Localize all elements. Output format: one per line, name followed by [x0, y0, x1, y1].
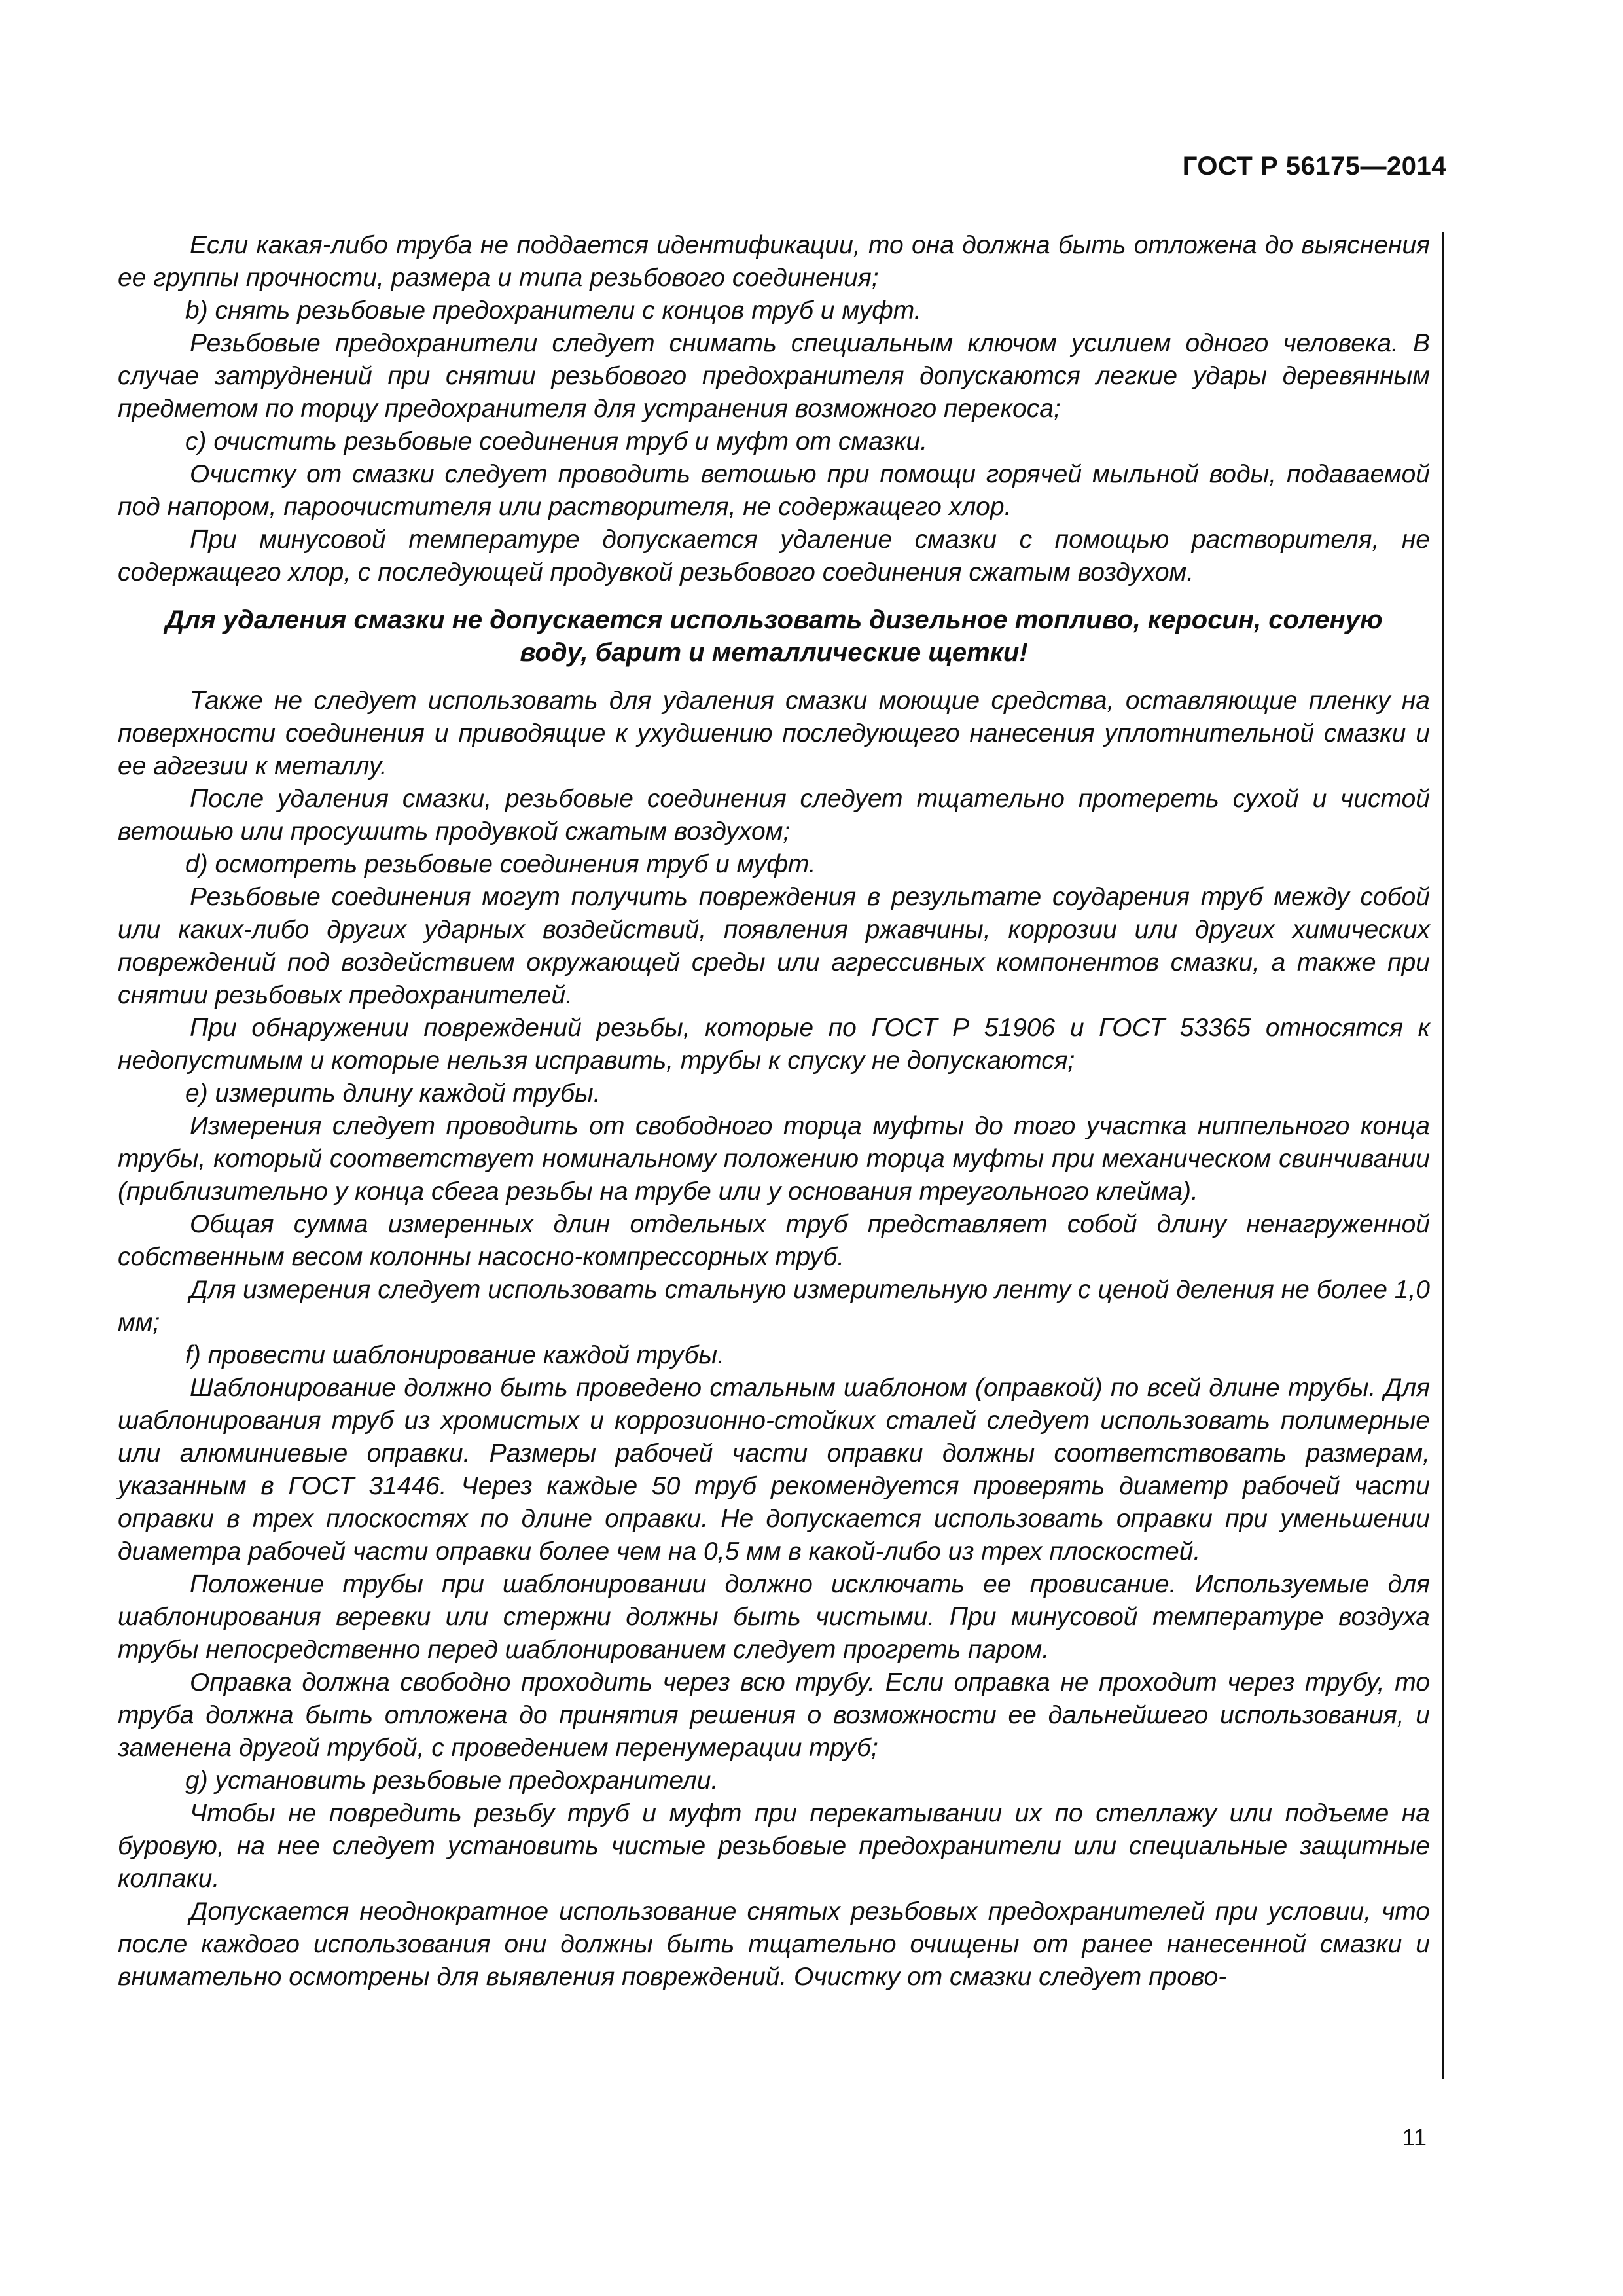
paragraph: Если какая-либо труба не поддается идентификации, то она должна быть отложена до выяснения ее группы прочности, размера и типа резьбового соединения;	[118, 231, 1430, 292]
paragraph: При минусовой температуре допускается удаление смазки с помощью растворителя, не содержащего хлор, с последующей продувкой резьбового соединения сжатым воздухом.	[118, 526, 1430, 586]
paragraph: Резьбовые соединения могут получить повреждения в результате соударения труб между собой или каких-либо других ударных воздействий, появления ржавчины, коррозии или других химических повреждений под воздействием окружающей среды или агрессивных компонентов смазки, а также при снятии резьбовых предохранителей.	[118, 883, 1430, 1009]
document-header-code: ГОСТ Р 56175—2014	[1182, 152, 1446, 181]
paragraph: Чтобы не повредить резьбу труб и муфт при перекатывании их по стеллажу или подъеме на буровую, на нее следует установить чистые резьбовые предохранители или специальные защитные колпаки.	[118, 1799, 1430, 1893]
list-item-c: c) очистить резьбовые соединения труб и муфт от смазки.	[185, 427, 928, 456]
list-item-f: f) провести шаблонирование каждой трубы.	[185, 1341, 724, 1369]
page-number: 11	[1402, 2124, 1427, 2151]
list-item-b: b) снять резьбовые предохранители с концов труб и муфт.	[185, 296, 921, 325]
paragraph: Оправка должна свободно проходить через всю трубу. Если оправка не проходит через трубу, то труба должна быть отложена до принятия решения о возможности ее дальнейшего использования, и заменена другой трубой, с проведением перенумерации труб;	[118, 1668, 1430, 1762]
warning-notice: Для удаления смазки не допускается использовать дизельное топливо, керосин, соленую воду, барит и металлические щетки!	[165, 605, 1383, 667]
list-item-e: e) измерить длину каждой трубы.	[185, 1079, 601, 1107]
paragraph: При обнаружении повреждений резьбы, которые по ГОСТ Р 51906 и ГОСТ 53365 относятся к недопустимым и которые нельзя исправить, трубы к спуску не допускаются;	[118, 1014, 1430, 1075]
paragraph: Допускается неоднократное использование снятых резьбовых предохранителей при условии, что после каждого использования они должны быть тщательно очищены от ранее нанесенной смазки и внимательно осмотрены для выявления повреждений. Очистку от смазки следует прово-	[118, 1897, 1430, 1991]
list-item-g: g) установить резьбовые предохранители.	[185, 1767, 719, 1795]
paragraph: Шаблонирование должно быть проведено стальным шаблоном (оправкой) по всей длине трубы. Для шаблонирования труб из хромистых и коррозионно-стойких сталей следует использовать полимерные или алюминиевые оправки. Размеры рабочей части оправки должны соответствовать размерам, указанным в ГОСТ 31446. Через каждые 50 труб рекомендуется проверять диаметр рабочей части оправки в трех плоскостях по длине оправки. Не допускается использовать оправки при уменьшении диаметра рабочей части оправки более чем на 0,5 мм в какой-либо из трех плоскостей.	[118, 1374, 1430, 1566]
paragraph: Общая сумма измеренных длин отдельных труб представляет собой длину ненагруженной собственным весом колонны насосно-компрессорных труб.	[118, 1210, 1430, 1271]
paragraph: После удаления смазки, резьбовые соединения следует тщательно протереть сухой и чистой ветошью или просушить продувкой сжатым воздухом;	[118, 785, 1430, 846]
paragraph: Также не следует использовать для удаления смазки моющие средства, оставляющие пленку на поверхности соединения и приводящие к ухудшению последующего нанесения уплотнительной смазки и ее адгезии к металлу.	[118, 687, 1430, 780]
paragraph: Для измерения следует использовать стальную измерительную ленту с ценой деления не более 1,0 мм;	[118, 1276, 1430, 1336]
paragraph: Очистку от смазки следует проводить ветошью при помощи горячей мыльной воды, подаваемой под напором, пароочистителя или растворителя, не содержащего хлор.	[118, 460, 1430, 521]
paragraph: Измерения следует проводить от свободного торца муфты до того участка ниппельного конца трубы, который соответствует номинальному положению торца муфты при механическом свинчивании (приблизительно у конца сбега резьбы на трубе или у основания треугольного клейма).	[118, 1112, 1430, 1206]
change-bar	[1442, 232, 1444, 2079]
paragraph: Положение трубы при шаблонировании должно исключать ее провисание. Используемые для шаблонирования веревки или стержни должны быть чистыми. При минусовой температуре воздуха трубы непосредственно перед шаблонированием следует прогреть паром.	[118, 1570, 1430, 1664]
list-item-d: d) осмотреть резьбовые соединения труб и муфт.	[185, 850, 816, 878]
body-text	[118, 229, 1430, 1994]
paragraph: Резьбовые предохранители следует снимать специальным ключом усилием одного человека. В случае затруднений при снятии резьбового предохранителя допускаются легкие удары деревянным предметом по торцу предохранителя для устранения возможного перекоса;	[118, 329, 1430, 423]
